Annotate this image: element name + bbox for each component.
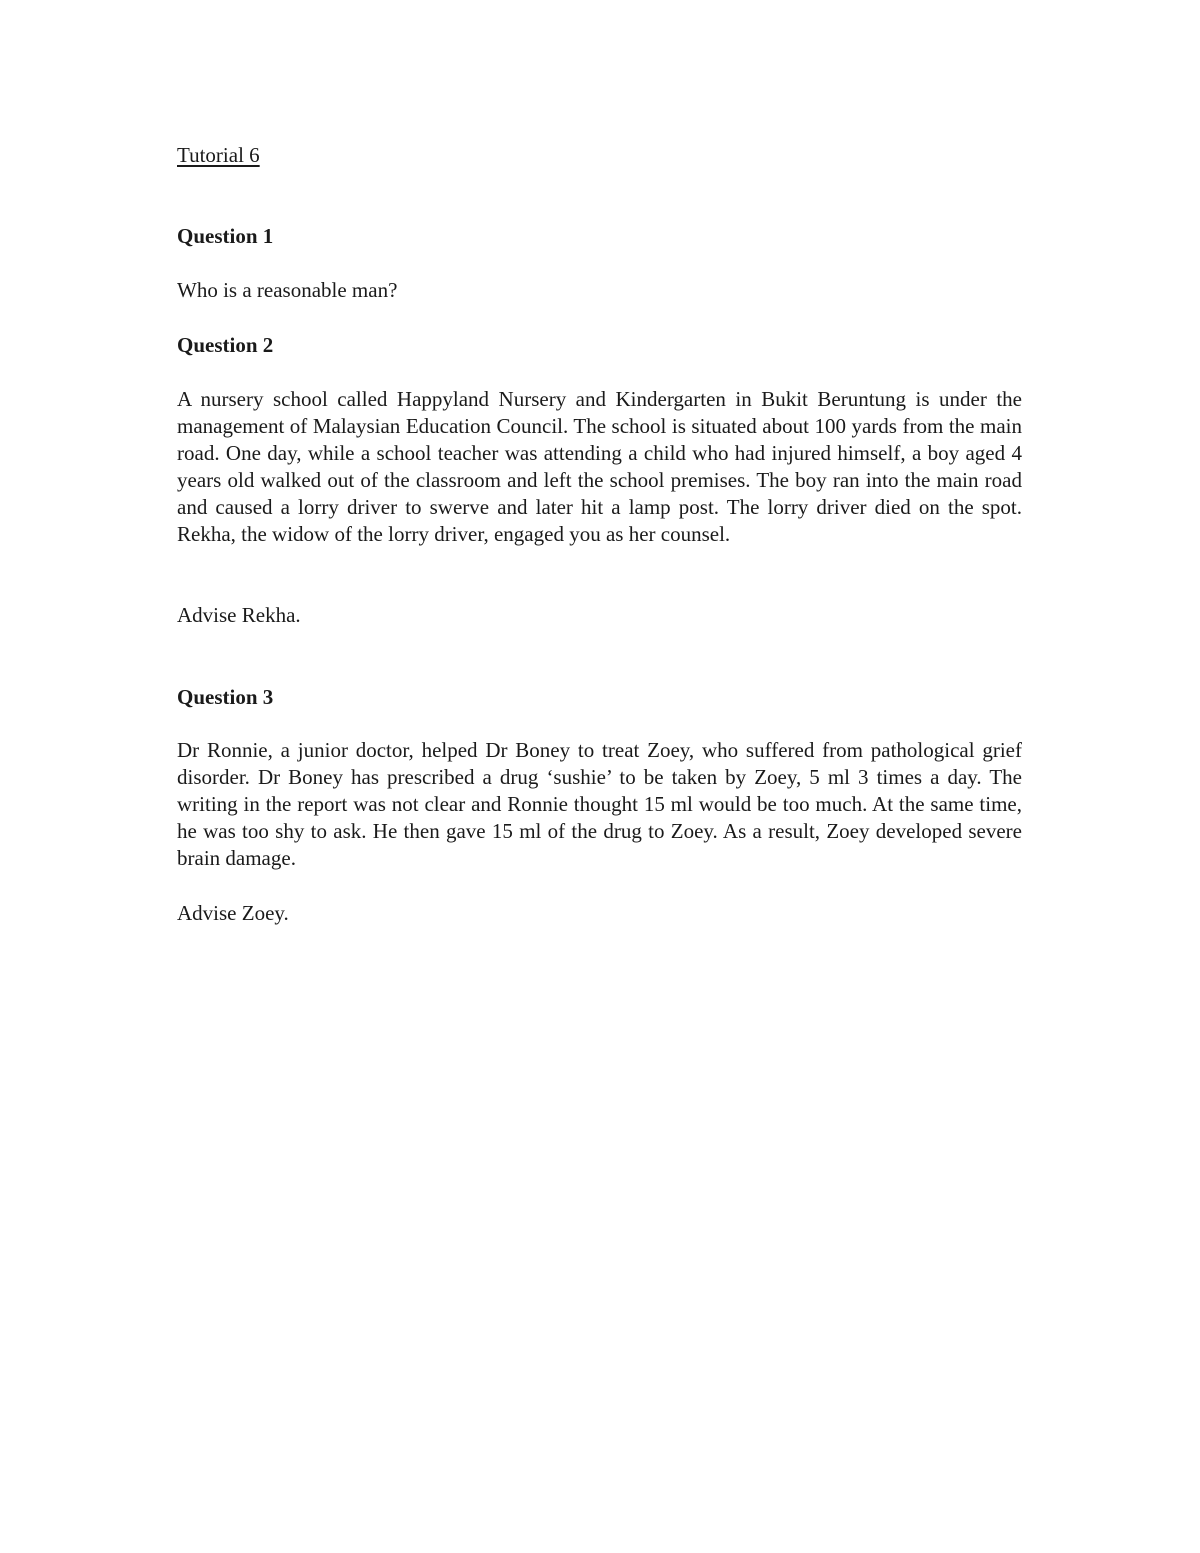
question-3-heading: Question 3 [177, 685, 274, 709]
question-2-instruction: Advise Rekha. [177, 603, 301, 627]
question-1-heading: Question 1 [177, 224, 274, 248]
question-2-text: A nursery school called Happyland Nursery and Kindergarten in Bukit Beruntung is under the management of Malaysian Education Council. The school is situated about 100 yards from the main road. One day, while a school teacher was attending a child who had injured himself, a boy aged 4 years old walked out of the classroom and left the school premises. The boy ran into the main road and caused a lorry driver to swerve and later hit a lamp post. The lorry driver died on the spot. Rekha, the widow of the lorry driver, engaged you as her counsel. [177, 387, 1022, 546]
document-title: Tutorial 6 [177, 143, 260, 167]
question-3-text: Dr Ronnie, a junior doctor, helped Dr Boney to treat Zoey, who suffered from pathological grief disorder. Dr Boney has prescribed a drug ‘sushie’ to be taken by Zoey, 5 ml 3 times a day. The writing in the report was not clear and Ronnie thought 15 ml would be too much. At the same time, he was too shy to ask. He then gave 15 ml of the drug to Zoey. As a result, Zoey developed severe brain damage. [177, 738, 1022, 870]
question-1-text: Who is a reasonable man? [177, 278, 398, 302]
question-3-instruction: Advise Zoey. [177, 901, 289, 925]
question-2-heading: Question 2 [177, 333, 274, 357]
